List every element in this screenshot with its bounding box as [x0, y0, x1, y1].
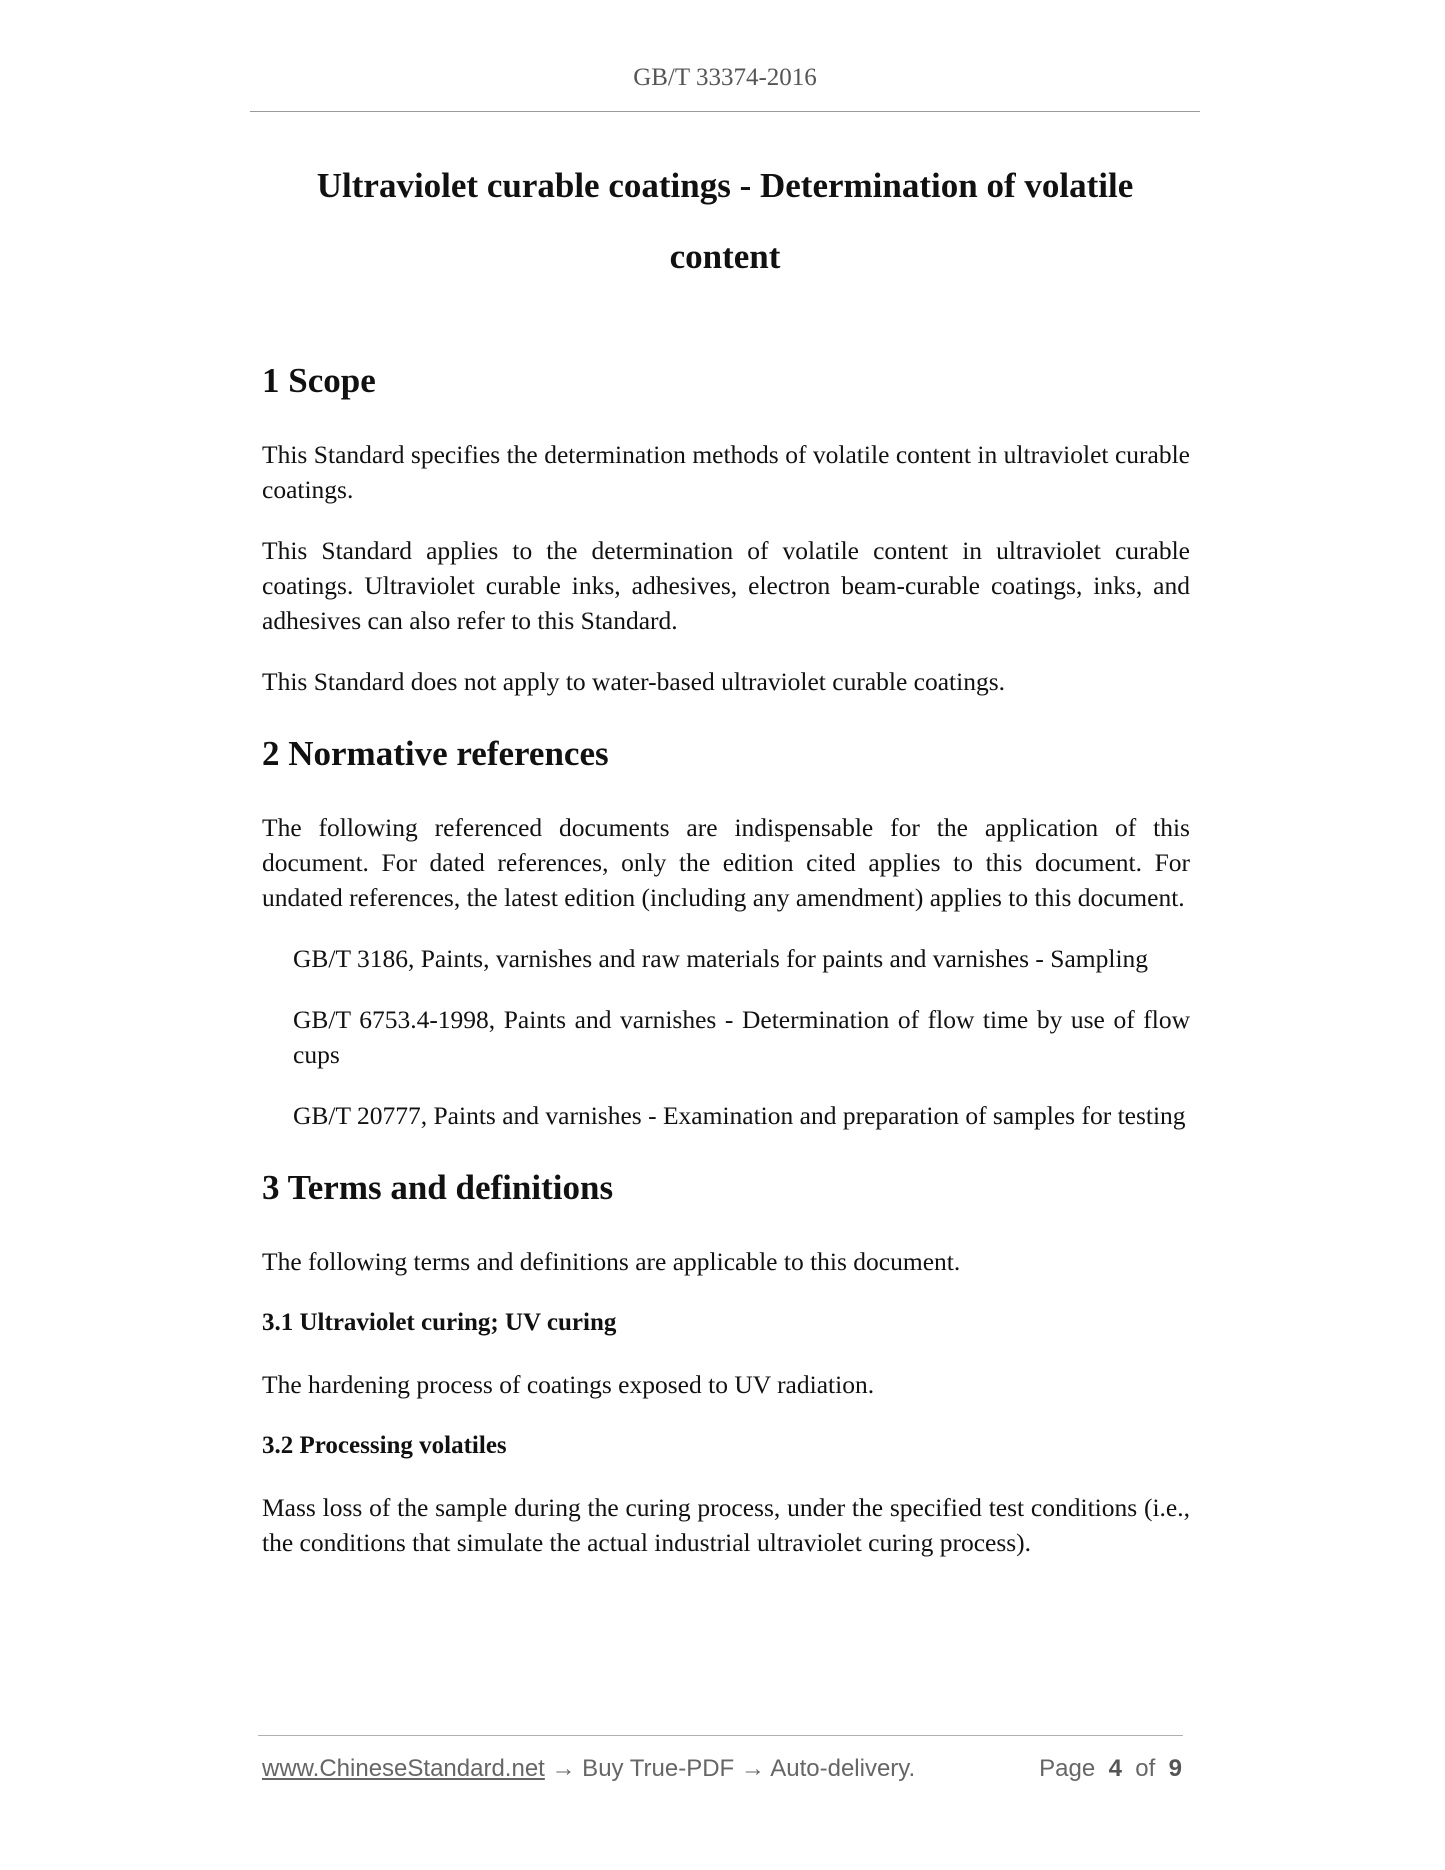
scope-paragraph: This Standard specifies the determination methods of volatile content in ultraviolet curable coatings.: [262, 440, 1190, 504]
term-heading: 3.1 Ultraviolet curing; UV curing: [262, 1309, 617, 1336]
scope-paragraph: This Standard applies to the determination of volatile content in ultraviolet curable coatings. Ultraviolet curable inks, adhesives, electron beam-curable coatings, inks, and adhesives can also refer to this Standard.: [262, 536, 1190, 635]
page-label: Page: [1039, 1755, 1096, 1782]
site-link[interactable]: www.ChineseStandard.net: [262, 1755, 545, 1782]
section-heading-normative-references: 2 Normative references: [262, 734, 609, 773]
header-divider: [250, 111, 1200, 112]
page-current: 4: [1108, 1755, 1122, 1782]
document-title: Ultraviolet curable coatings - Determination of volatile content: [316, 166, 1134, 276]
section-heading-terms-definitions: 3 Terms and definitions: [262, 1168, 614, 1207]
reference-item: GB/T 6753.4-1998, Paints and varnishes - Determination of flow time by use of flow cups: [293, 1005, 1190, 1069]
running-header: GB/T 33374-2016: [633, 64, 817, 91]
section-heading-scope: 1 Scope: [262, 361, 376, 400]
page-total: 9: [1168, 1755, 1182, 1782]
term-definition: The hardening process of coatings exposed to UV radiation.: [262, 1370, 875, 1399]
reference-item: GB/T 3186, Paints, varnishes and raw materials for paints and varnishes - Sampling: [293, 944, 1149, 973]
reference-item: GB/T 20777, Paints and varnishes - Examination and preparation of samples for testing: [293, 1101, 1186, 1130]
terms-intro-paragraph: The following terms and definitions are applicable to this document.: [262, 1247, 961, 1276]
scope-paragraph: This Standard does not apply to water-based ultraviolet curable coatings.: [262, 667, 1006, 696]
term-heading: 3.2 Processing volatiles: [262, 1432, 507, 1459]
document-body: [262, 350, 1190, 1560]
footer-promo: [262, 1755, 915, 1783]
page-of-label: of: [1135, 1755, 1156, 1782]
page-number: [1039, 1755, 1182, 1783]
footer-divider: [258, 1735, 1183, 1736]
footer-tagline: → Buy True-PDF → Auto-delivery.: [544, 1755, 916, 1782]
normative-intro-paragraph: The following referenced documents are indispensable for the application of this document. For dated references, only the edition cited applies to this document. For undated references, the latest edition (including any amendment) applies to this document.: [262, 813, 1190, 912]
term-definition: Mass loss of the sample during the curing process, under the specified test conditions (i.e., the conditions that simulate the actual industrial ultraviolet curing process).: [262, 1493, 1190, 1557]
page-footer: [262, 1755, 1182, 1785]
